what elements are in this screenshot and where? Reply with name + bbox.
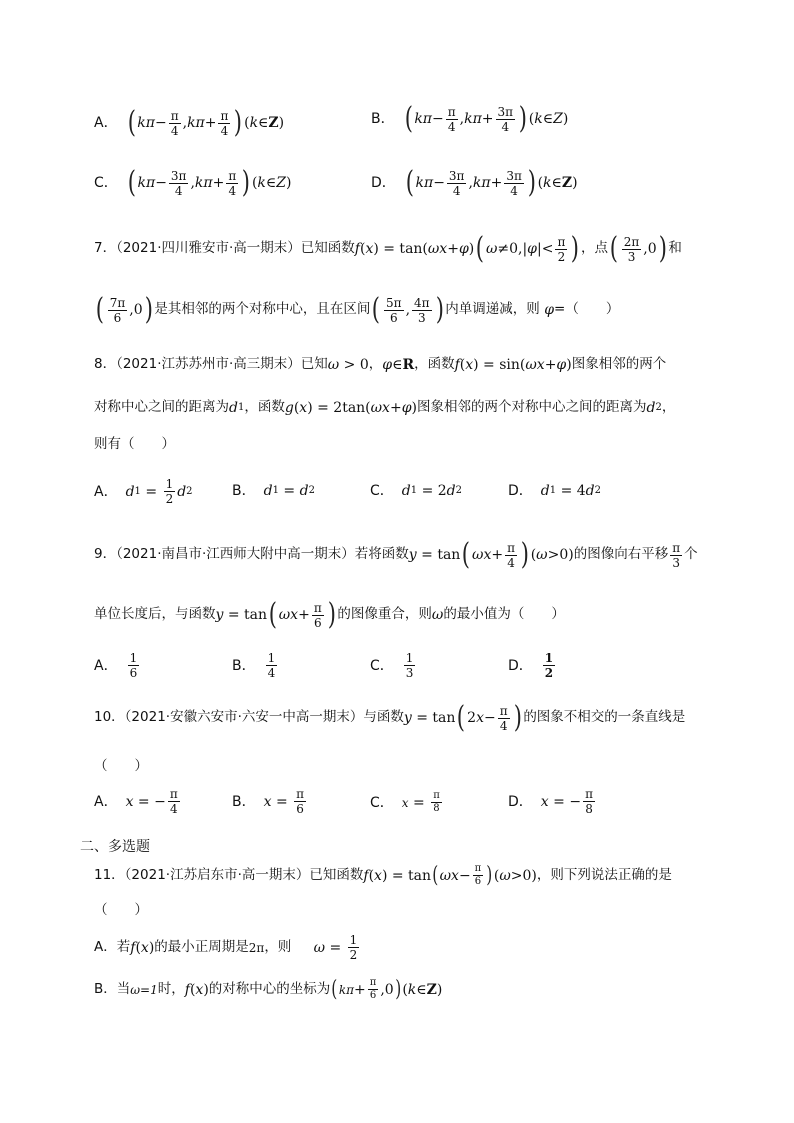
q11-option-a[interactable]: A．若 f ( x ) 的最小正周期是 2π ，则 ω = $\frac{1}{2}$ <box>94 933 358 962</box>
q8-line-3: 则有（ ） <box>94 436 175 452</box>
q6-option-a[interactable]: A． ( kπ − $\frac{\pi}{4}$ , kπ + $\frac{\pi}{4}$ ) ( k ∈ Z ) <box>94 105 285 140</box>
q11-line-1: 11．（2021·江苏启东市·高一期末）已知函数 f ( x ) = tan ( ωx − $\frac{\pi}{6}$ ) ( ω >0) ，则下列说法正确的是 <box>94 862 672 888</box>
q9-line-2: 单位长度后，与函数 y = tan ( ωx + $\frac{\pi}{6}$ ) 的图像重合，则 ω 的最小值为（ ） <box>94 597 565 632</box>
q8-option-a[interactable]: A． d 1 = $\frac{1}{2}$ d 2 <box>94 477 193 506</box>
q7-line-2: ( $\frac{7\pi}{6}$ ,0 ) 是其相邻的两个对称中心，且在区间 ( $\frac{5\pi}{6}$ , $\frac{4\pi}{3}$ ) 内单调递减，则 φ =（ ） <box>95 292 620 327</box>
q8-option-c[interactable]: C． d 1 = 2 d 2 <box>370 483 463 499</box>
q9-option-a[interactable]: A． $\frac{1}{6}$ <box>94 651 138 680</box>
q8-line-2: 对称中心之间的距离为 d 1 ，函数 g ( x ) = 2tan( ωx + φ ) 图象相邻的两个对称中心之间的距离为 d 2 ， <box>94 399 676 416</box>
q10-option-c[interactable]: C． x = $\frac{\pi}{8}$ <box>370 790 440 814</box>
section-heading: 二、多选题 <box>80 839 150 855</box>
q10-option-b[interactable]: B． x = $\frac{\pi}{6}$ <box>232 787 305 816</box>
q7-line-1: 7．（2021·四川雅安市·高一期末）已知函数 f ( x ) = tan( ωx + φ ) ( ω ≠0,| φ |< $\frac{\pi}{2}$ ) ，点 ( $\frac{2\pi}{3}$ ,0 ) 和 <box>94 231 682 266</box>
q10-line-1: 10．（2021·安徽六安市·六安一中高一期末）与函数 y = tan ( 2 x − $\frac{\pi}{4}$ ) 的图象不相交的一条直线是 <box>94 700 686 735</box>
q10-option-a[interactable]: A． x = − $\frac{\pi}{4}$ <box>94 787 178 816</box>
q9-option-c[interactable]: C． $\frac{1}{3}$ <box>370 651 414 680</box>
q9-line-1: 9．（2021·南昌市·江西师大附中高一期末）若将函数 y = tan ( ωx + $\frac{\pi}{4}$ ) ( ω >0) 的图像向右平移 $\frac{\pi}{3}$ 个 <box>94 537 698 572</box>
q6-option-c[interactable]: C． ( kπ − $\frac{3\pi}{4}$ , kπ + $\frac{\pi}{4}$ ) ( k ∈ Z ) <box>94 165 292 200</box>
q6-option-d[interactable]: D． ( kπ − $\frac{3\pi}{4}$ , kπ + $\frac{3\pi}{4}$ ) ( k ∈ Z ) <box>371 165 578 200</box>
q9-option-b[interactable]: B． $\frac{1}{4}$ <box>232 651 276 680</box>
q9-option-d[interactable]: D． $\frac{1}{2}$ <box>508 651 554 680</box>
q10-option-d[interactable]: D． x = − $\frac{\pi}{8}$ <box>508 787 593 816</box>
q6-option-b[interactable]: B． ( kπ − $\frac{\pi}{4}$ , kπ + $\frac{3\pi}{4}$ ) ( k ∈ Z ) <box>371 101 569 136</box>
q8-line-1: 8．（2021·江苏苏州市·高三期末）已知 ω > 0 ， φ ∈ R ，函数 f ( x ) = sin( ωx + φ ) 图象相邻的两个 <box>94 356 667 373</box>
q8-option-d[interactable]: D． d 1 = 4 d 2 <box>508 483 602 499</box>
q11-line-2: （ ） <box>94 902 148 918</box>
q10-line-2: （ ） <box>94 758 148 774</box>
q11-option-b[interactable]: B．当 ω=1 时， f ( x ) 的对称中心的坐标为 ( kπ + $\frac{\pi}{6}$ ,0 ) ( k ∈ Z ) <box>94 976 443 1002</box>
q8-option-b[interactable]: B． d 1 = d 2 <box>232 483 315 499</box>
